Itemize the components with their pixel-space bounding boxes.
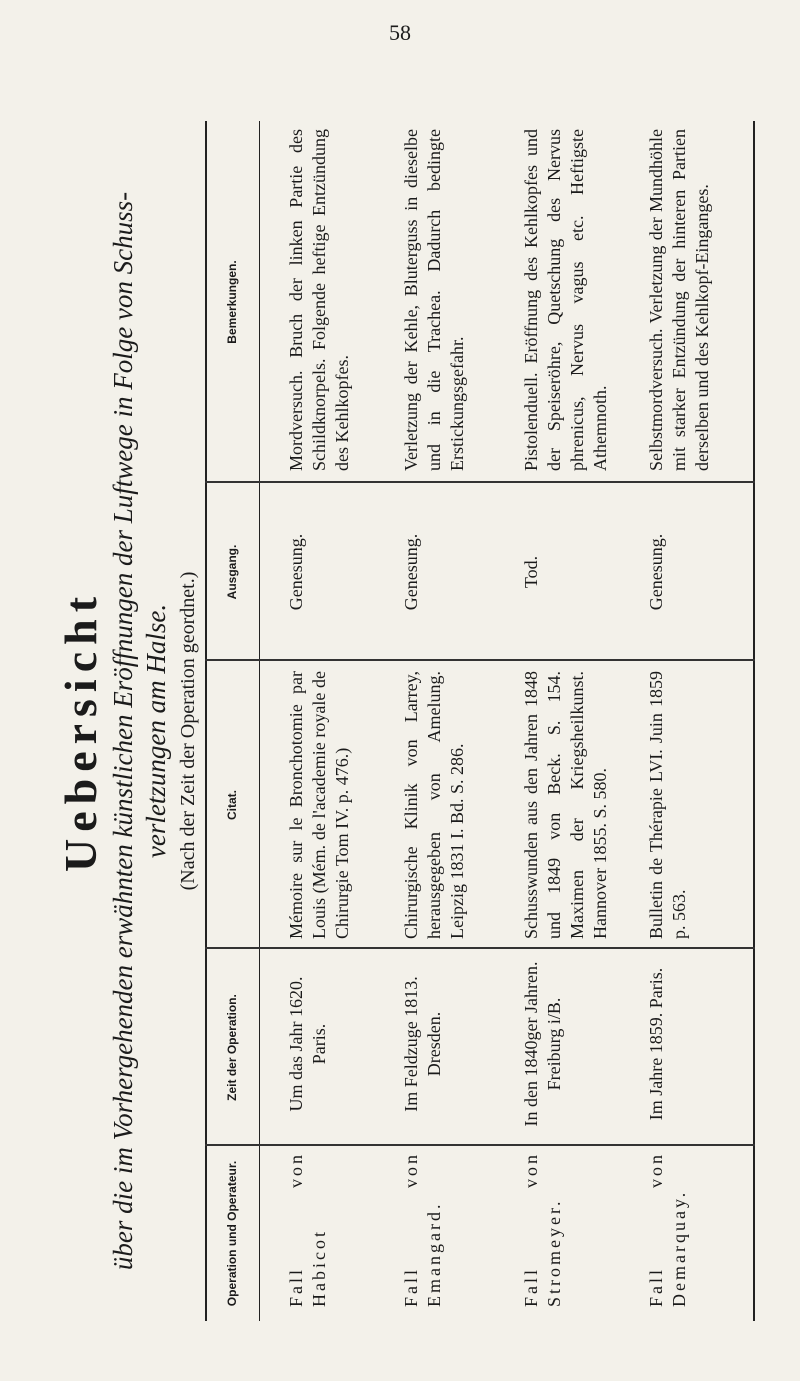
header-operation: Operation und Operateur. <box>225 1160 239 1307</box>
cell-ausgang-1: Genesung. <box>286 533 306 611</box>
subtitle-line-2: verletzungen am Halse. <box>141 603 171 859</box>
header-bemerkungen: Bemerkungen. <box>225 260 239 344</box>
cell-operation-2: Fall von Emangard. <box>401 1152 444 1307</box>
cell-zeit-1: Um das Jahr 1620. Paris. <box>286 976 329 1112</box>
page-title: Uebersicht <box>55 589 106 873</box>
header-citat: Citat. <box>225 790 239 820</box>
cell-ausgang-4: Genesung. <box>646 533 666 611</box>
rotated-page-content <box>0 81 800 1381</box>
subtitle-line-1: über die im Vorhergehenden erwähnten künstlichen Eröffnungen der Luftwege in Folge von Schuss- <box>108 191 138 1271</box>
column-ausgang <box>205 483 755 661</box>
cell-ausgang-2: Genesung. <box>401 533 421 611</box>
cell-operation-4: Fall von Demarquay. <box>646 1152 689 1307</box>
cell-citat-4: Bulletin de Thérapie LVI. Juin 1859 p. 563. <box>646 671 689 939</box>
overview-table <box>205 121 755 1321</box>
cell-ausgang-3: Tod. <box>521 555 541 589</box>
title-block <box>55 81 201 1381</box>
header-zeit: Zeit der Operation. <box>225 994 239 1101</box>
column-zeit <box>205 949 755 1146</box>
cell-citat-3: Schusswunden aus den Jahren 1848 und 1849 von Beck. S. 154. Maximen der Kriegsheilkunst. Hannover 1855. S. 580. <box>521 671 610 939</box>
title-note: (Nach der Zeit der Operation geordnet.) <box>177 571 199 891</box>
cell-bemerkungen-2: Verletzung der Kehle, Bluterguss in dieselbe und in die Trachea. Dadurch bedingte Erstickungsgefahr. <box>401 129 467 471</box>
column-citat <box>205 661 755 949</box>
cell-bemerkungen-4: Selbstmordversuch. Verletzung der Mundhöhle mit starker Entzündung der hinteren Partien derselben und des Kehlkopf-Einganges. <box>646 129 712 471</box>
cell-citat-1: Mémoire sur le Bronchotomie par Louis (Mém. de l'academie royale de Chirurgie Tom IV. p. 476.) <box>286 671 352 939</box>
cell-zeit-4: Im Jahre 1859. Paris. <box>646 967 666 1121</box>
column-operation <box>205 1146 755 1321</box>
cell-zeit-3: In den 1840ger Jahren. Freiburg i/B. <box>521 961 564 1127</box>
page-number: 58 <box>389 20 411 45</box>
header-ausgang: Ausgang. <box>225 544 239 600</box>
cell-citat-2: Chirurgische Klinik von Larrey, herausgegeben von Amelung. Leipzig 1831 I. Bd. S. 286. <box>401 671 467 939</box>
cell-zeit-2: Im Feldzuge 1813. Dresden. <box>401 976 444 1112</box>
cell-bemerkungen-3: Pistolenduell. Eröffnung des Kehlkopfes und der Speiseröhre, Quetschung des Nervus phrenicus, Nervus vagus etc. Heftigste Athemnoth. <box>521 129 610 471</box>
column-bemerkungen <box>205 121 755 483</box>
cell-operation-1: Fall von Habicot <box>286 1152 329 1307</box>
cell-bemerkungen-1: Mordversuch. Bruch der linken Partie des Schildknorpels. Folgende heftige Entzündung des Kehlkopfes. <box>286 129 352 471</box>
cell-operation-3: Fall von Stromeyer. <box>521 1152 564 1307</box>
